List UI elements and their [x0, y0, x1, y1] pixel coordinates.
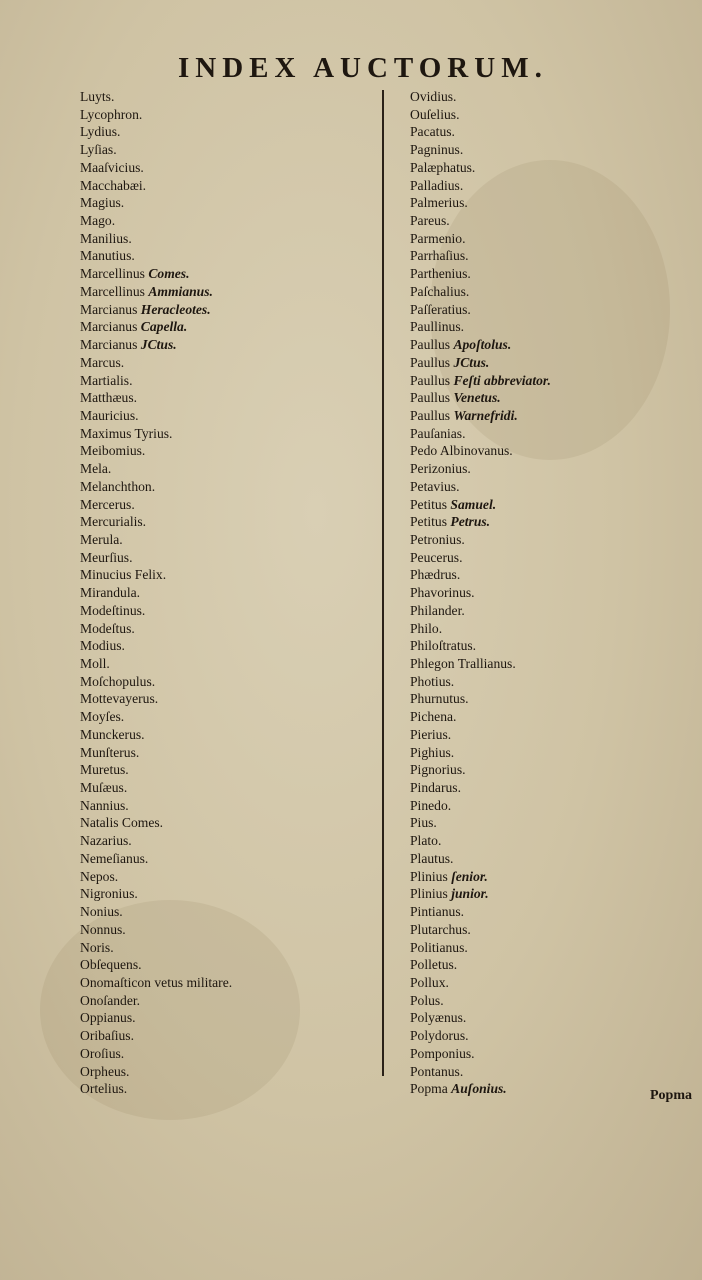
- index-entry: [410, 372, 700, 390]
- author-name: Pinedo.: [410, 797, 452, 813]
- author-name: Pollux.: [410, 974, 449, 990]
- index-entry: [410, 460, 700, 478]
- author-name: Marcellinus: [80, 266, 149, 282]
- author-name: Perizonius.: [410, 461, 471, 477]
- index-entry: [410, 974, 700, 992]
- index-entry: [80, 460, 380, 478]
- author-name: Polyænus.: [410, 1010, 467, 1026]
- author-name: Politianus.: [410, 939, 468, 955]
- author-name: Petitus: [410, 496, 451, 512]
- index-entry: [80, 690, 380, 708]
- index-entry: [80, 531, 380, 549]
- author-name: Mauricius.: [80, 407, 139, 423]
- index-entry: [80, 620, 380, 638]
- author-name: Nonius.: [80, 904, 123, 920]
- author-name: Martialis.: [80, 372, 133, 388]
- author-name: Noris.: [80, 939, 114, 955]
- author-name: Pedo Albinovanus.: [410, 443, 513, 459]
- index-entry: [410, 726, 700, 744]
- index-entry: [410, 1063, 700, 1081]
- author-name: Paullus: [410, 337, 454, 353]
- author-name: Plinius: [410, 886, 452, 902]
- author-name: Modeſtus.: [80, 620, 135, 636]
- page-title: INDEX AUCTORUM.: [178, 52, 548, 84]
- author-name: Mirandula.: [80, 585, 141, 601]
- index-entry: [410, 336, 700, 354]
- index-entry: [410, 478, 700, 496]
- index-entry: [80, 354, 380, 372]
- author-name: Palmerius.: [410, 195, 468, 211]
- index-entry: [410, 939, 700, 957]
- index-entry: [410, 1045, 700, 1063]
- author-name: Paullus: [410, 407, 454, 423]
- index-entry: [80, 673, 380, 691]
- left-column: [80, 88, 380, 1098]
- author-name: Mottevayerus.: [80, 691, 159, 707]
- index-entry: [80, 1045, 380, 1063]
- index-entry: [410, 1027, 700, 1045]
- author-name: Magius.: [80, 195, 125, 211]
- author-name: Pindarus.: [410, 780, 461, 796]
- index-entry: [410, 903, 700, 921]
- author-epithet: Capella.: [140, 319, 188, 335]
- index-entry: [410, 921, 700, 939]
- author-name: Muſæus.: [80, 780, 128, 796]
- index-entry: [80, 744, 380, 762]
- index-entry: [410, 744, 700, 762]
- author-name: Nannius.: [80, 797, 129, 813]
- index-entry: [80, 903, 380, 921]
- index-entry: [410, 850, 700, 868]
- author-name: Phædrus.: [410, 567, 461, 583]
- author-epithet: Heracleotes.: [140, 301, 211, 317]
- index-entry: [410, 549, 700, 567]
- author-name: Muretus.: [80, 762, 129, 778]
- index-entry: [80, 761, 380, 779]
- catchword: Popma: [650, 1088, 692, 1103]
- index-entry: [80, 407, 380, 425]
- index-entry: [80, 372, 380, 390]
- author-epithet: Warnefridi.: [453, 407, 518, 423]
- index-entry: [80, 513, 380, 531]
- index-entry: [410, 761, 700, 779]
- author-name: Matthæus.: [80, 390, 138, 406]
- author-name: Meurſius.: [80, 549, 133, 565]
- index-entry: [80, 194, 380, 212]
- index-entry: [80, 1080, 380, 1098]
- author-name: Lyſias.: [80, 142, 117, 158]
- author-epithet: Samuel.: [450, 496, 497, 512]
- index-entry: [80, 956, 380, 974]
- index-entry: [410, 141, 700, 159]
- author-name: Pintianus.: [410, 904, 465, 920]
- author-name: Munſterus.: [80, 744, 140, 760]
- author-epithet: JCtus.: [453, 354, 490, 370]
- author-name: Philoſtratus.: [410, 638, 477, 654]
- author-name: Polydorus.: [410, 1028, 469, 1044]
- author-name: Lycophron.: [80, 106, 143, 122]
- index-entry: [80, 779, 380, 797]
- index-entry: [410, 212, 700, 230]
- index-entry: [80, 602, 380, 620]
- index-entry: [410, 88, 700, 106]
- index-entry: [80, 637, 380, 655]
- author-name: Pius.: [410, 815, 437, 831]
- index-entry: [410, 318, 700, 336]
- author-name: Pagninus.: [410, 142, 464, 158]
- author-name: Plutarchus.: [410, 921, 471, 937]
- author-name: Moſchopulus.: [80, 673, 156, 689]
- author-name: Luyts.: [80, 89, 115, 104]
- index-entry: [80, 850, 380, 868]
- author-name: Pomponius.: [410, 1045, 475, 1061]
- index-entry: [80, 921, 380, 939]
- author-epithet: Comes.: [148, 266, 190, 282]
- author-name: Plato.: [410, 833, 442, 849]
- index-entry: [410, 690, 700, 708]
- author-name: Plautus.: [410, 850, 454, 866]
- index-entry: [410, 301, 700, 319]
- index-entry: [410, 194, 700, 212]
- index-entry: [80, 212, 380, 230]
- author-name: Pichena.: [410, 709, 457, 725]
- author-name: Pighius.: [410, 744, 455, 760]
- author-name: Parmenio.: [410, 230, 466, 246]
- author-name: Orpheus.: [80, 1063, 130, 1079]
- author-name: Onomaſticon vetus militare.: [80, 974, 233, 990]
- author-name: Paſſeratius.: [410, 301, 471, 317]
- column-divider: [382, 90, 384, 1076]
- index-entry: [80, 496, 380, 514]
- author-name: Oribaſius.: [80, 1028, 134, 1044]
- index-entry: [410, 673, 700, 691]
- author-name: Obſequens.: [80, 957, 142, 973]
- author-name: Plinius: [410, 868, 452, 884]
- index-entry: [80, 141, 380, 159]
- author-name: Nazarius.: [80, 833, 132, 849]
- author-name: Marcus.: [80, 354, 125, 370]
- author-name: Manilius.: [80, 230, 132, 246]
- index-entry: [80, 814, 380, 832]
- index-entry: [80, 177, 380, 195]
- index-entry: [410, 566, 700, 584]
- author-name: Petronius.: [410, 531, 465, 547]
- author-name: Ouſelius.: [410, 106, 460, 122]
- index-entry: [80, 992, 380, 1010]
- author-name: Marcianus: [80, 337, 141, 353]
- author-name: Nemeſianus.: [80, 850, 149, 866]
- right-column: [410, 88, 700, 1098]
- index-entry: [80, 230, 380, 248]
- author-name: Mercerus.: [80, 496, 135, 512]
- index-entry: [410, 620, 700, 638]
- index-entry: [410, 106, 700, 124]
- author-name: Lydius.: [80, 124, 121, 140]
- index-entry: [80, 584, 380, 602]
- author-name: Paullinus.: [410, 319, 465, 335]
- author-name: Pierius.: [410, 726, 452, 742]
- author-name: Modius.: [80, 638, 125, 654]
- author-name: Phurnutus.: [410, 691, 469, 707]
- index-entry: [410, 265, 700, 283]
- index-entry: [410, 247, 700, 265]
- author-name: Pignorius.: [410, 762, 466, 778]
- author-name: Ovidius.: [410, 89, 457, 104]
- index-entry: [410, 389, 700, 407]
- author-name: Mago.: [80, 213, 116, 229]
- index-entry: [410, 602, 700, 620]
- author-name: Modeſtinus.: [80, 602, 146, 618]
- index-entry: [80, 389, 380, 407]
- author-name: Phavorinus.: [410, 585, 475, 601]
- index-entry: [410, 797, 700, 815]
- author-name: Parrhaſius.: [410, 248, 469, 264]
- author-name: Manutius.: [80, 248, 135, 264]
- index-entry: [410, 496, 700, 514]
- index-entry: [410, 779, 700, 797]
- author-name: Polletus.: [410, 957, 458, 973]
- author-name: Peucerus.: [410, 549, 463, 565]
- index-entry: [80, 336, 380, 354]
- author-epithet: JCtus.: [140, 337, 177, 353]
- index-entry: [80, 265, 380, 283]
- author-name: Nepos.: [80, 868, 119, 884]
- index-entry: [80, 939, 380, 957]
- author-epithet: ſenior.: [451, 868, 488, 884]
- index-entry: [80, 106, 380, 124]
- author-name: Munckerus.: [80, 726, 145, 742]
- index-entry: [410, 513, 700, 531]
- index-entry: [410, 832, 700, 850]
- author-name: Meibomius.: [80, 443, 146, 459]
- index-entry: [410, 868, 700, 886]
- author-name: Petitus: [410, 514, 451, 530]
- author-name: Mela.: [80, 461, 112, 477]
- author-name: Minucius Felix.: [80, 567, 167, 583]
- author-name: Maximus Tyrius.: [80, 425, 173, 441]
- index-entry: [80, 885, 380, 903]
- author-epithet: junior.: [451, 886, 489, 902]
- index-entry: [410, 637, 700, 655]
- index-entry: [410, 956, 700, 974]
- author-name: Palladius.: [410, 177, 464, 193]
- index-entry: [80, 318, 380, 336]
- author-name: Paullus: [410, 354, 454, 370]
- index-entry: [410, 123, 700, 141]
- author-name: Onoſander.: [80, 992, 141, 1008]
- index-entry: [410, 159, 700, 177]
- author-name: Parthenius.: [410, 266, 471, 282]
- index-entry: [410, 407, 700, 425]
- author-name: Polus.: [410, 992, 444, 1008]
- author-epithet: Auſonius.: [451, 1081, 507, 1097]
- index-entry: [80, 442, 380, 460]
- author-name: Ortelius.: [80, 1081, 128, 1097]
- author-name: Oppianus.: [80, 1010, 136, 1026]
- index-entry: [410, 283, 700, 301]
- index-entry: [80, 708, 380, 726]
- author-epithet: Feſti abbreviator.: [453, 372, 551, 388]
- index-entry: [410, 584, 700, 602]
- author-name: Paullus: [410, 372, 454, 388]
- author-name: Pacatus.: [410, 124, 455, 140]
- author-name: Merula.: [80, 531, 123, 547]
- index-entry: [80, 974, 380, 992]
- index-entry: [80, 88, 380, 106]
- author-name: Natalis Comes.: [80, 815, 164, 831]
- author-epithet: Venetus.: [453, 390, 501, 406]
- index-entry: [410, 230, 700, 248]
- author-name: Photius.: [410, 673, 455, 689]
- index-entry: [80, 726, 380, 744]
- author-name: Pareus.: [410, 213, 450, 229]
- index-entry: [410, 655, 700, 673]
- index-entry: [80, 868, 380, 886]
- index-entry: [410, 814, 700, 832]
- author-name: Nigronius.: [80, 886, 138, 902]
- author-epithet: Apoſtolus.: [453, 337, 512, 353]
- index-entry: [410, 1009, 700, 1027]
- author-name: Macchabæi.: [80, 177, 147, 193]
- author-name: Maaſvicius.: [80, 159, 144, 175]
- index-entry: [410, 885, 700, 903]
- index-entry: [80, 301, 380, 319]
- author-name: Marcianus: [80, 319, 141, 335]
- author-epithet: Ammianus.: [148, 283, 213, 299]
- author-name: Melanchthon.: [80, 478, 156, 494]
- author-name: Mercurialis.: [80, 514, 147, 530]
- author-name: Philander.: [410, 602, 465, 618]
- index-entry: [410, 177, 700, 195]
- index-entry: [80, 1027, 380, 1045]
- author-epithet: Petrus.: [450, 514, 491, 530]
- index-entry: [80, 283, 380, 301]
- index-entry: [80, 832, 380, 850]
- author-name: Oroſius.: [80, 1045, 125, 1061]
- author-name: Palæphatus.: [410, 159, 476, 175]
- author-name: Paullus: [410, 390, 454, 406]
- index-entry: [80, 123, 380, 141]
- index-entry: [410, 992, 700, 1010]
- index-entry: [80, 655, 380, 673]
- index-entry: [80, 478, 380, 496]
- author-name: Pauſanias.: [410, 425, 466, 441]
- author-name: Petavius.: [410, 478, 460, 494]
- author-name: Philo.: [410, 620, 443, 636]
- author-name: Paſchalius.: [410, 283, 470, 299]
- index-entry: [410, 442, 700, 460]
- index-entry: [80, 549, 380, 567]
- author-name: Marcellinus: [80, 283, 149, 299]
- index-entry: [410, 354, 700, 372]
- author-name: Popma: [410, 1081, 452, 1097]
- index-entry: [80, 1063, 380, 1081]
- index-entry: [80, 425, 380, 443]
- index-entry: [410, 531, 700, 549]
- index-entry: [410, 708, 700, 726]
- index-entry: [80, 247, 380, 265]
- author-name: Pontanus.: [410, 1063, 464, 1079]
- author-name: Nonnus.: [80, 921, 126, 937]
- index-entry: [410, 425, 700, 443]
- author-name: Moll.: [80, 656, 110, 671]
- index-entry: [80, 566, 380, 584]
- author-name: Marcianus: [80, 301, 141, 317]
- author-name: Moyſes.: [80, 709, 125, 725]
- author-name: Phlegon Trallianus.: [410, 656, 516, 671]
- index-entry: [80, 1009, 380, 1027]
- index-entry: [80, 797, 380, 815]
- index-entry: [80, 159, 380, 177]
